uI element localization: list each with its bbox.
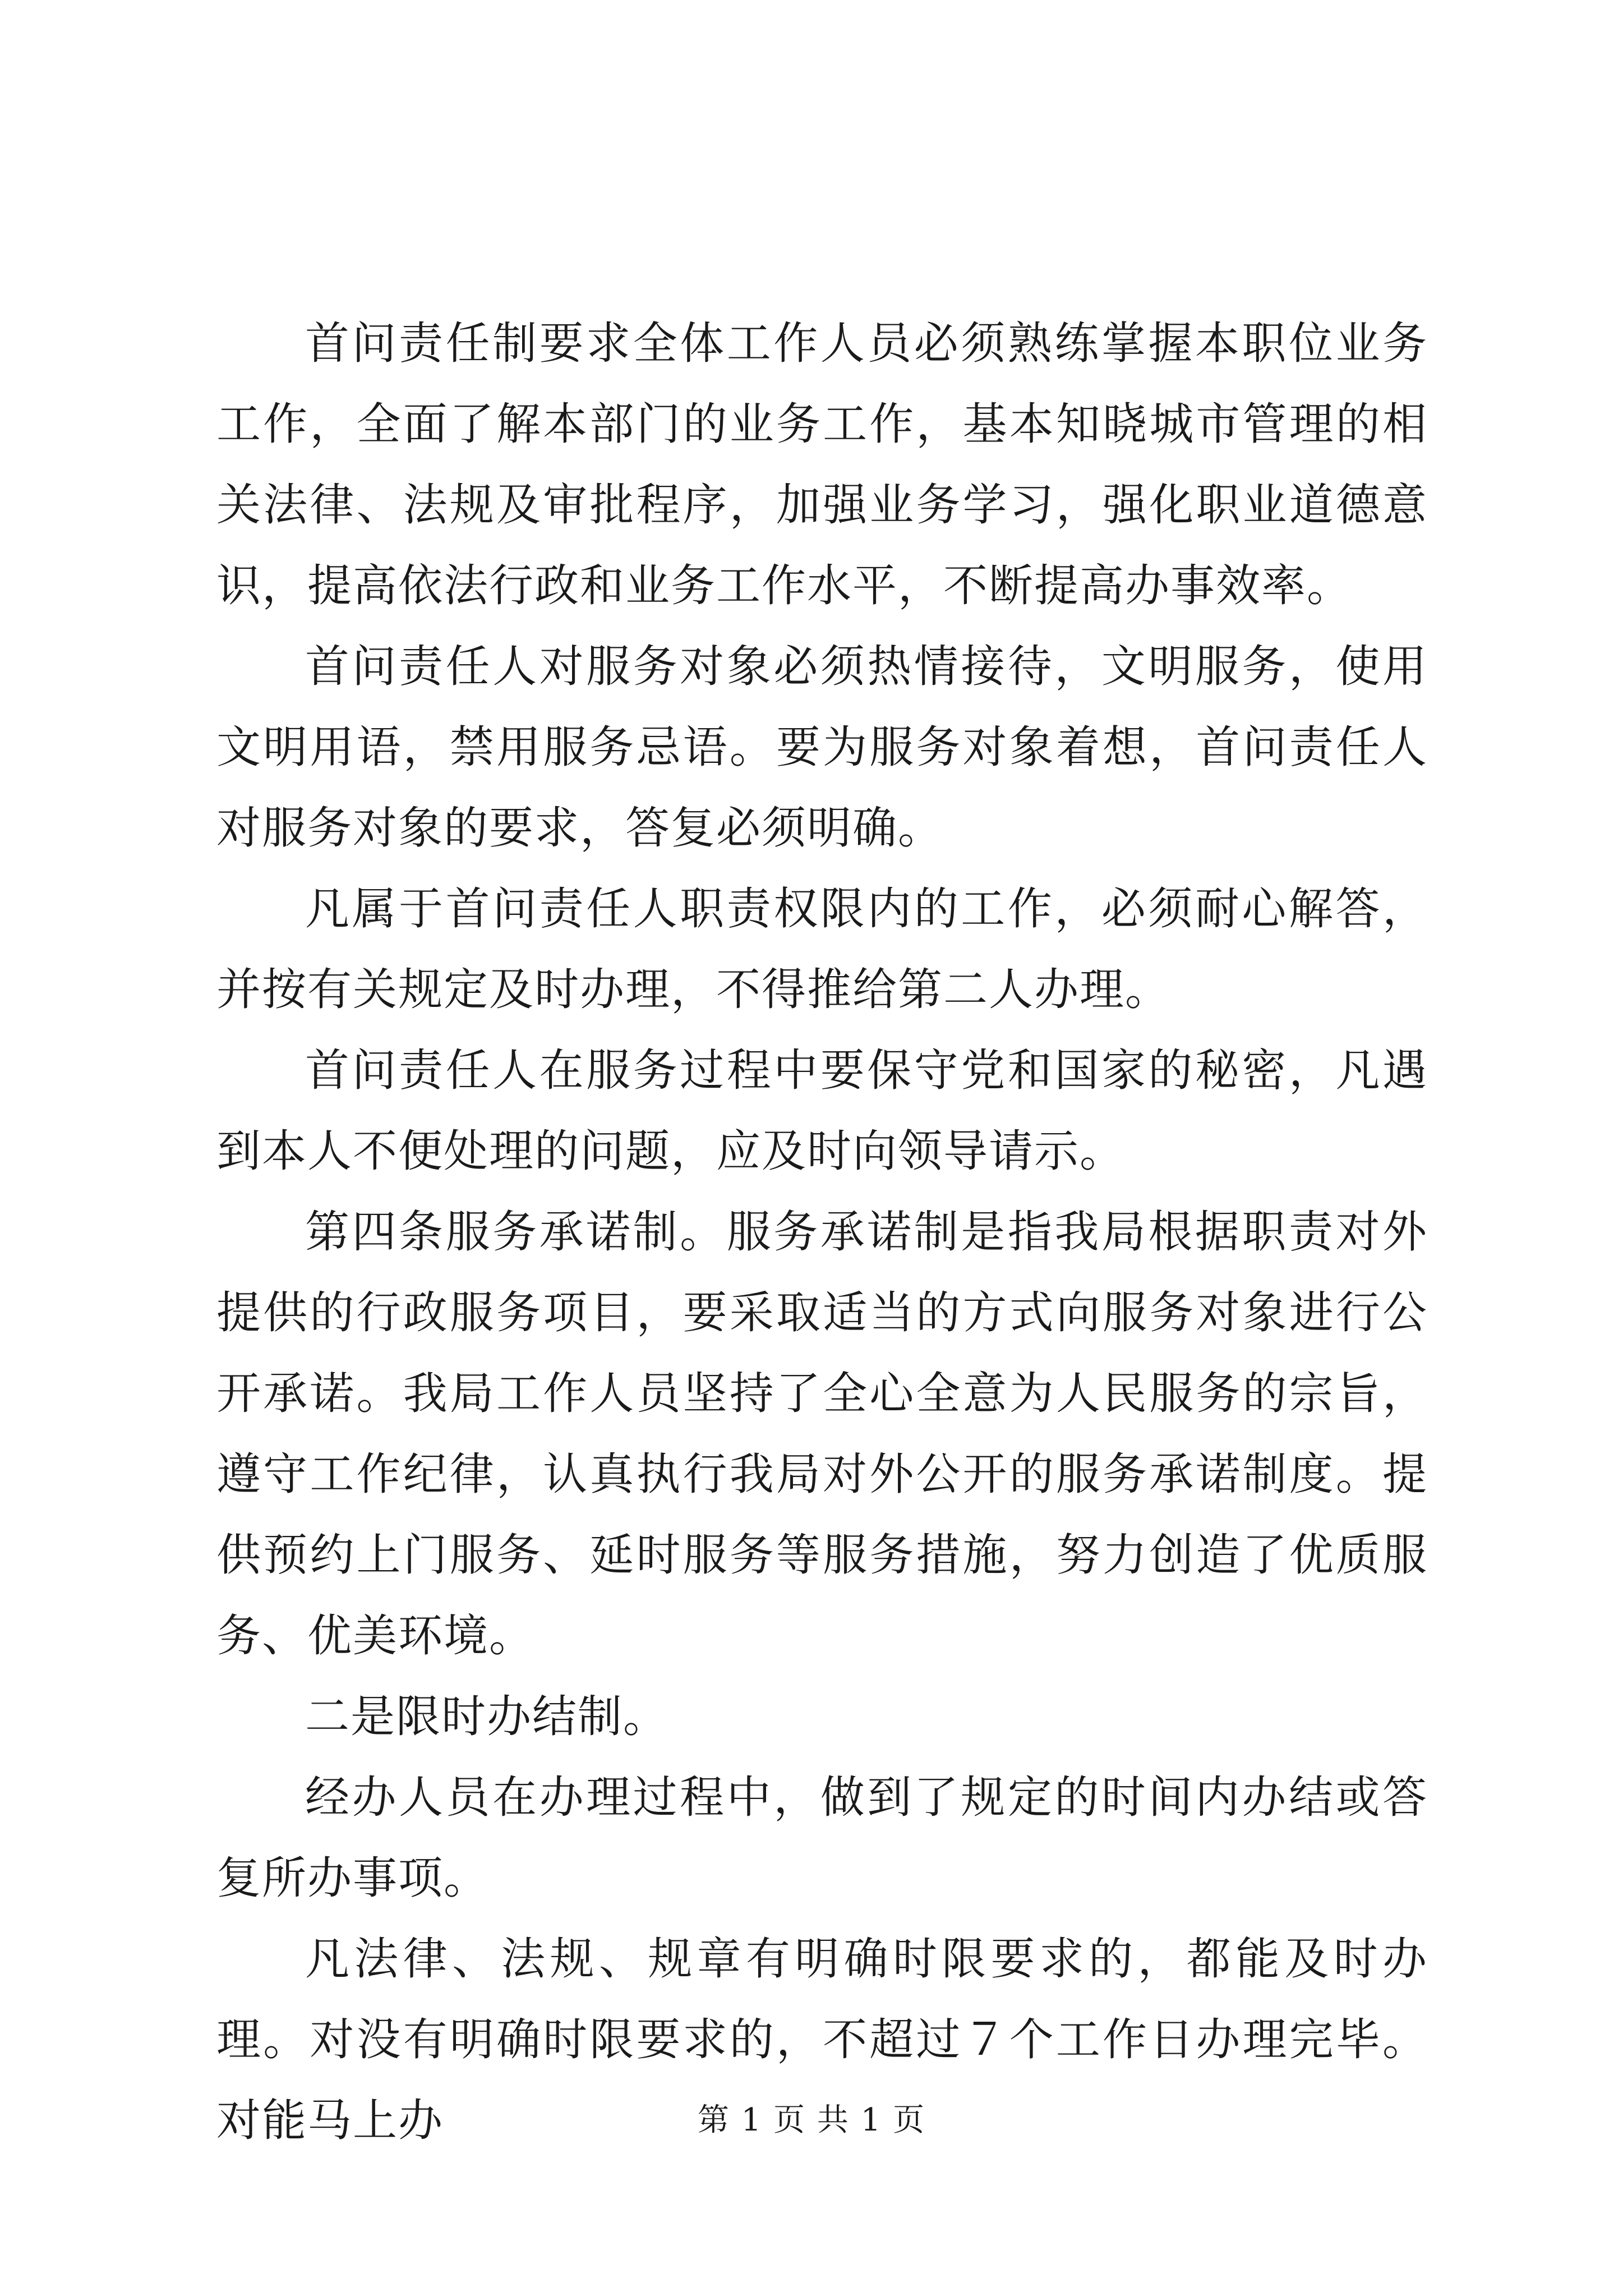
paragraph-2: 首问责任人对服务对象必须热情接待，文明服务，使用文明用语，禁用服务忌语。要为服务对象着想，首问责任人对服务对象的要求，答复必须明确。 <box>216 641 1428 854</box>
page-number-label: 第 1 页 共 1 页 <box>697 2102 926 2138</box>
paragraph-4: 首问责任人在服务过程中要保守党和国家的秘密，凡遇到本人不便处理的问题，应及时向领导请示。 <box>216 1045 1428 1177</box>
document-body <box>216 303 1428 2161</box>
paragraph-8: 凡法律、法规、规章有明确时限要求的，都能及时办理。对没有明确时限要求的，不超过７个工作日办理完毕。对能马上办 <box>216 1933 1428 2146</box>
paragraph-6: 二是限时办结制。 <box>305 1691 668 1742</box>
paragraph-3: 凡属于首问责任人职责权限内的工作，必须耐心解答，并按有关规定及时办理，不得推给第二人办理。 <box>216 883 1428 1015</box>
page-footer <box>0 2101 1623 2140</box>
paragraph-1: 首问责任制要求全体工作人员必须熟练掌握本职位业务工作，全面了解本部门的业务工作，基本知晓城市管理的相关法律、法规及审批程序，加强业务学习，强化职业道德意识，提高依法行政和业务工作水平，不断提高办事效率。 <box>216 318 1428 611</box>
paragraph-7: 经办人员在办理过程中，做到了规定的时间内办结或答复所办事项。 <box>216 1772 1428 1904</box>
paragraph-5: 第四条服务承诺制。服务承诺制是指我局根据职责对外提供的行政服务项目，要采取适当的方式向服务对象进行公开承诺。我局工作人员坚持了全心全意为人民服务的宗旨，遵守工作纪律，认真执行我局对外公开的服务承诺制度。提供预约上门服务、延时服务等服务措施，努力创造了优质服务、优美环境。 <box>216 1206 1428 1662</box>
